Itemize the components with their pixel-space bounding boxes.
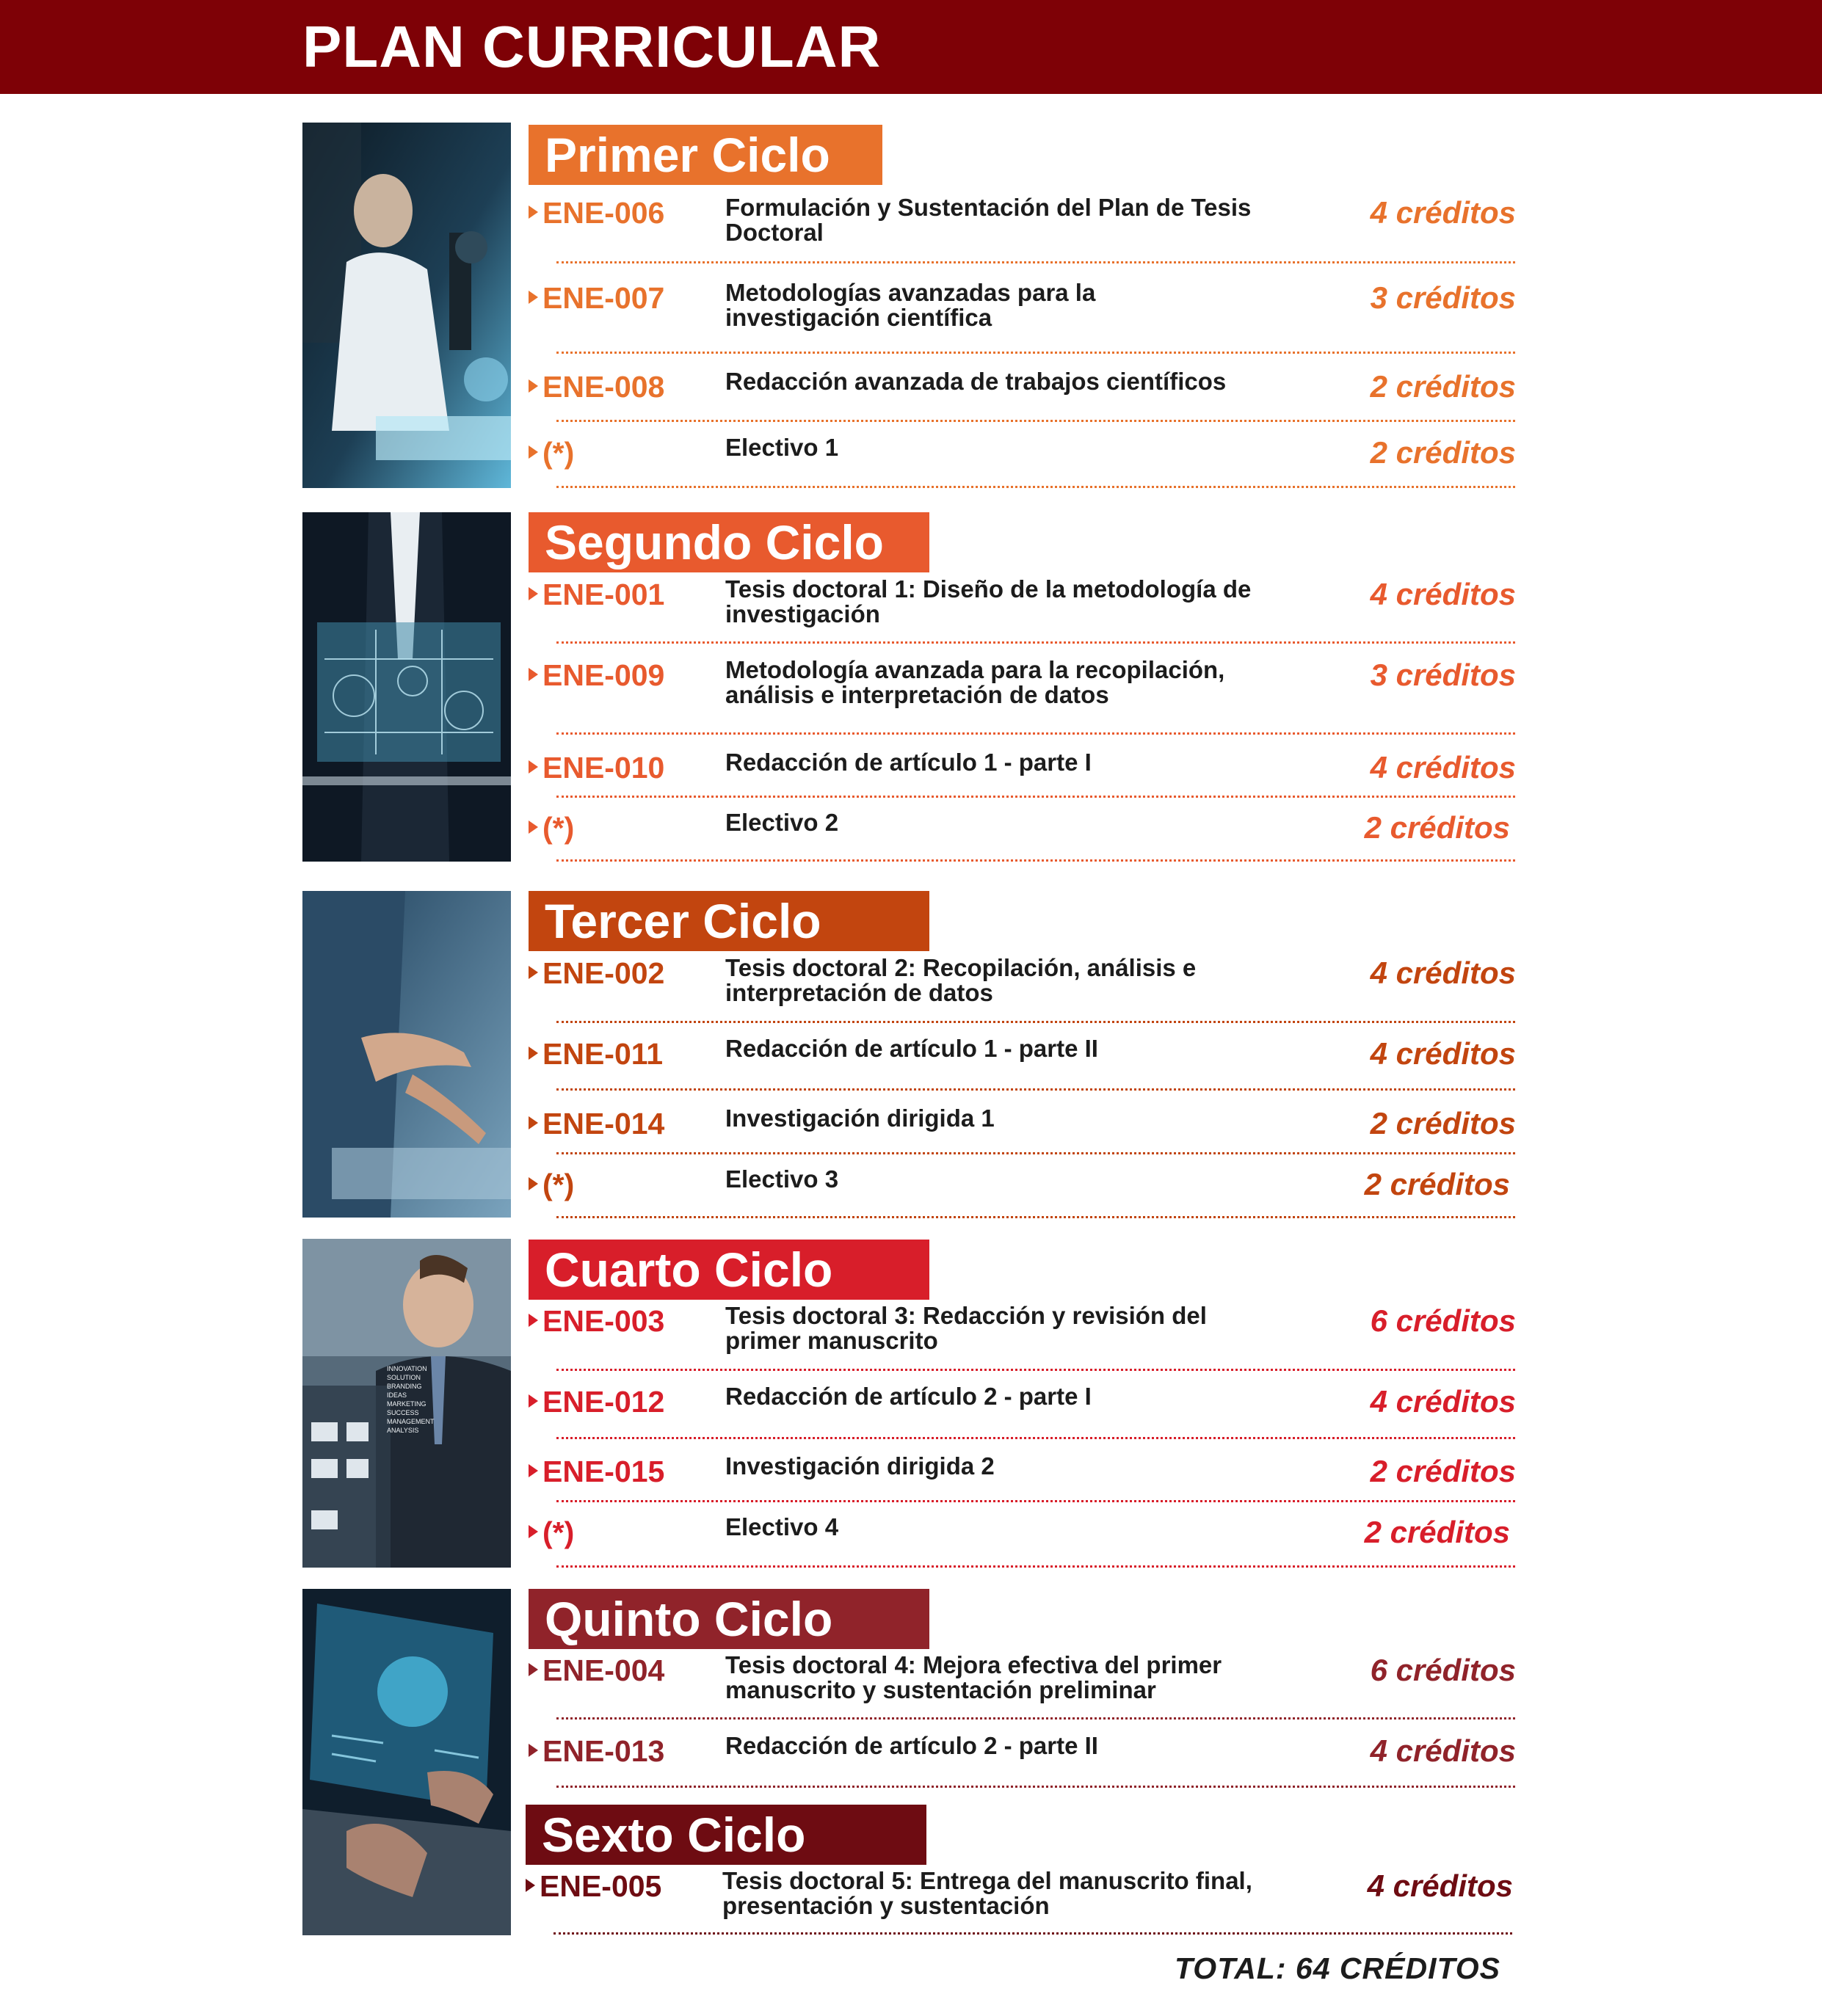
arrow-right-icon [529,1116,538,1129]
course-name: Tesis doctoral 2: Recopilación, análisis e interpretación de datos [725,954,1197,1006]
photo-overlay-word: SOLUTION [387,1374,421,1381]
course-credits: 2 créditos [1370,435,1516,470]
divider [556,1216,1515,1218]
course-name: Tesis doctoral 4: Mejora efectiva del primer manuscrito y sustentación preliminar [725,1651,1222,1703]
arrow-right-icon [529,820,538,834]
photo-scientist-microscope [302,123,511,488]
photo-overlay-word: BRANDING [387,1383,422,1390]
photo-overlay-word: MARKETING [387,1400,427,1408]
cycle-3-banner: Tercer Ciclo [529,891,929,951]
course-name: Electivo 1 [725,434,839,461]
divider [556,1021,1515,1023]
cycle-2-banner: Segundo Ciclo [529,512,929,572]
arrow-right-icon [529,1663,538,1676]
photo-overlay-word: MANAGEMENT [387,1418,435,1425]
course-credits: 3 créditos [1370,280,1516,315]
arrow-right-icon [529,291,538,304]
photo-overlay-word: SUCCESS [387,1409,419,1416]
photo-overlay-word: IDEAS [387,1391,407,1399]
course-code: ENE-003 [529,1303,664,1339]
photo-overlay-word: ANALYSIS [387,1427,419,1434]
course-name: Tesis doctoral 5: Entrega del manuscrito final, presentación y sustentación [722,1867,1252,1919]
divider [556,859,1515,862]
course-credits: 6 créditos [1370,1303,1516,1338]
course-credits: 4 créditos [1370,750,1516,785]
arrow-right-icon [529,668,538,681]
course-name: Redacción de artículo 2 - parte II [725,1732,1098,1759]
arrow-right-icon [529,1744,538,1757]
divider [556,1088,1515,1091]
cycle-1-banner: Primer Ciclo [529,125,882,185]
cycle-4-banner: Cuarto Ciclo [529,1240,929,1300]
course-code: ENE-001 [529,577,664,612]
course-credits: 4 créditos [1370,956,1516,990]
course-name: Investigación dirigida 2 [725,1452,995,1480]
photo-hand-touchscreen [302,891,511,1218]
divider [556,1152,1515,1154]
arrow-right-icon [529,379,538,393]
arrow-right-icon [526,1879,535,1892]
cycle-6-banner: Sexto Ciclo [526,1805,926,1865]
course-credits: 2 créditos [1364,1515,1510,1549]
course-code: (*) [529,1515,574,1550]
arrow-right-icon [529,205,538,219]
divider [556,1717,1515,1720]
arrow-right-icon [529,445,538,459]
course-code: ENE-007 [529,280,664,316]
arrow-right-icon [529,587,538,600]
divider [556,796,1515,798]
arrow-right-icon [529,1525,538,1538]
divider [556,1437,1515,1439]
course-credits: 4 créditos [1370,1733,1516,1768]
photo-laptop-hands [302,1589,511,1935]
arrow-right-icon [529,1464,538,1477]
course-credits: 2 créditos [1364,810,1510,845]
arrow-right-icon [529,1177,538,1190]
course-credits: 2 créditos [1364,1167,1510,1201]
divider [556,641,1515,644]
divider [556,1369,1515,1371]
course-credits: 2 créditos [1370,1106,1516,1140]
course-code: ENE-002 [529,956,664,991]
course-code: (*) [529,1167,574,1202]
page-title: PLAN CURRICULAR [302,14,882,79]
course-name: Metodologías avanzadas para la investigación científica [725,279,1096,331]
divider [554,1932,1512,1935]
course-name: Tesis doctoral 1: Diseño de la metodología de investigación [725,575,1252,627]
course-code: ENE-012 [529,1384,664,1419]
course-code: (*) [529,435,574,470]
course-credits: 6 créditos [1370,1653,1516,1687]
course-name: Electivo 3 [725,1165,839,1193]
arrow-right-icon [529,1314,538,1327]
course-credits: 3 créditos [1370,658,1516,692]
course-code: ENE-009 [529,658,664,693]
course-code: ENE-006 [529,195,664,230]
course-code: ENE-004 [529,1653,664,1688]
course-name: Formulación y Sustentación del Plan de Tesis Doctoral [725,194,1252,246]
course-name: Metodología avanzada para la recopilación, análisis e interpretación de datos [725,656,1225,708]
course-code: ENE-010 [529,750,664,785]
course-code: ENE-005 [526,1868,661,1904]
divider [556,1500,1515,1502]
cycle-5-banner: Quinto Ciclo [529,1589,929,1649]
course-code: ENE-015 [529,1454,664,1489]
divider [556,352,1515,354]
course-credits: 2 créditos [1370,369,1516,404]
arrow-right-icon [529,1394,538,1408]
photo-businessman-tablet [302,1239,511,1568]
arrow-right-icon [529,966,538,979]
course-name: Redacción de artículo 2 - parte I [725,1383,1092,1410]
course-credits: 4 créditos [1370,577,1516,611]
header-bar [0,0,1822,94]
course-code: ENE-014 [529,1106,664,1141]
course-name: Redacción de artículo 1 - parte I [725,749,1092,776]
course-code: (*) [529,810,574,845]
course-code: ENE-008 [529,369,664,404]
divider [556,420,1515,422]
divider [556,1786,1515,1788]
course-name: Investigación dirigida 1 [725,1105,995,1132]
course-credits: 4 créditos [1370,195,1516,230]
divider [556,261,1515,263]
course-credits: 4 créditos [1370,1384,1516,1419]
course-name: Electivo 2 [725,809,839,836]
divider [556,486,1515,488]
course-credits: 4 créditos [1367,1868,1513,1903]
photo-overlay-word: INNOVATION [387,1365,427,1372]
course-code: ENE-013 [529,1733,664,1769]
arrow-right-icon [529,1047,538,1060]
photo-digital-tech [302,512,511,862]
divider [556,732,1515,735]
course-credits: 4 créditos [1370,1036,1516,1071]
course-credits: 2 créditos [1370,1454,1516,1488]
total-credits: TOTAL: 64 CRÉDITOS [1175,1951,1500,1985]
divider [556,1565,1515,1568]
course-name: Tesis doctoral 3: Redacción y revisión del primer manuscrito [725,1302,1207,1354]
course-name: Redacción avanzada de trabajos científicos [725,368,1227,395]
arrow-right-icon [529,760,538,774]
course-name: Redacción de artículo 1 - parte II [725,1035,1098,1062]
course-code: ENE-011 [529,1036,663,1071]
course-name: Electivo 4 [725,1513,839,1540]
